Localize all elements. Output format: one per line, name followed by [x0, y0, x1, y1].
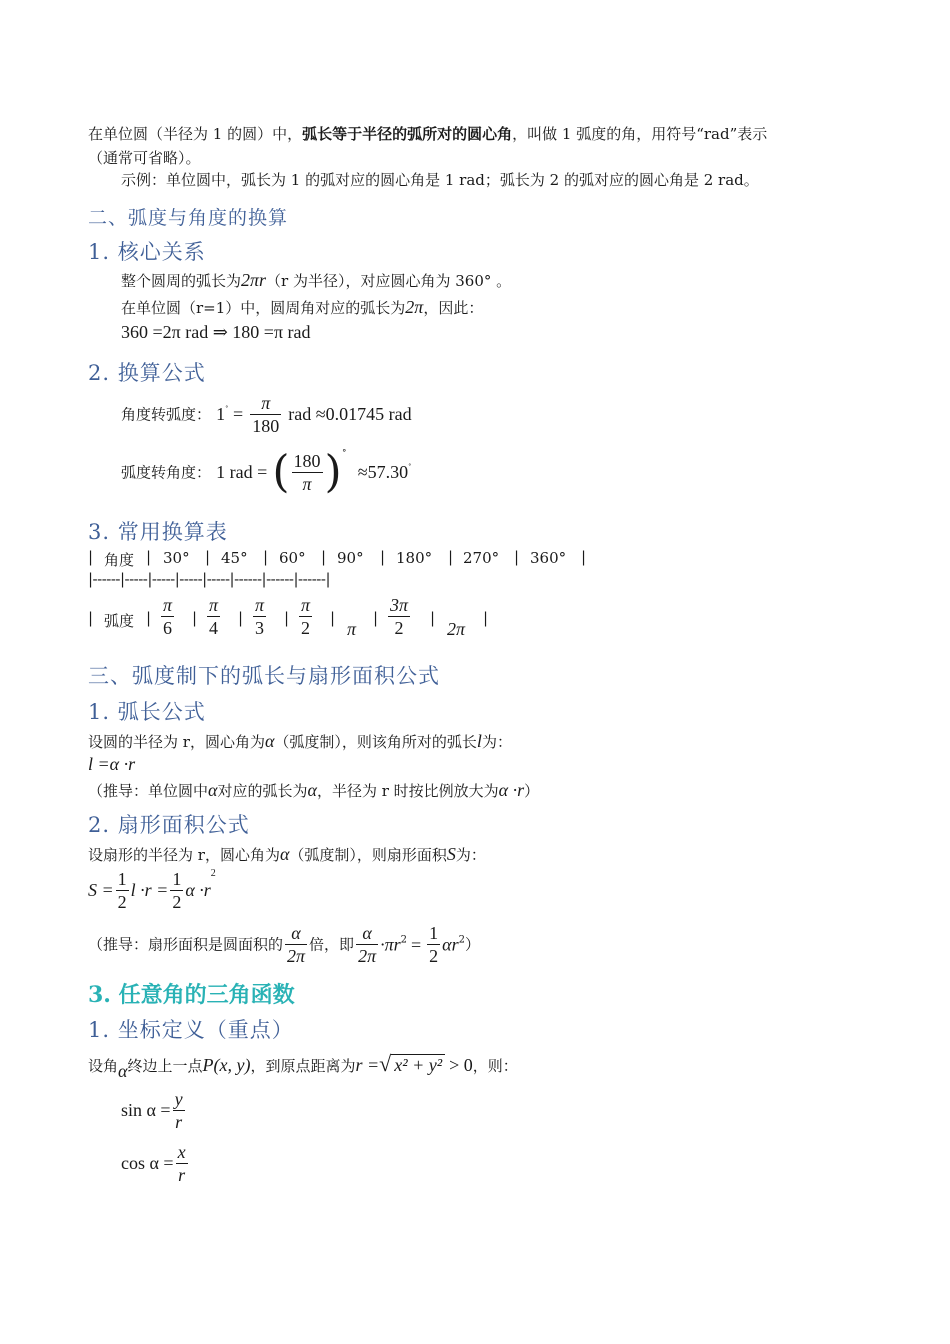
- fraction: [170, 868, 183, 913]
- fraction: [250, 392, 281, 437]
- arc-line-1: [88, 731, 512, 752]
- sqrt-sign: √: [379, 1051, 392, 1076]
- table-pipe: |: [205, 548, 211, 566]
- superscript-2: 2: [400, 934, 407, 946]
- fraction: [116, 868, 129, 913]
- text: （推导：扇形面积是圆面积的: [88, 935, 284, 954]
- text: ，半径为 r 时按比例放大为: [316, 782, 499, 800]
- coord-line: [88, 1051, 518, 1081]
- math-text: αr: [442, 934, 459, 955]
- numerator: α: [291, 923, 301, 943]
- denominator: 4: [207, 616, 220, 639]
- intro-line-2: （通常可省略）。: [88, 149, 201, 167]
- table-cell-fraction: [388, 594, 410, 639]
- table-cell: 270°: [463, 549, 500, 567]
- text: 为：: [455, 846, 486, 864]
- denominator: 2π: [287, 946, 306, 966]
- denominator: 180: [252, 416, 280, 436]
- subsection-heading: 2. 换算公式: [88, 361, 206, 385]
- denominator: π: [292, 472, 323, 495]
- table-cell-fraction: [299, 594, 312, 639]
- table-pipe: |: [321, 548, 327, 566]
- intro-line-1: [88, 124, 767, 144]
- table-pipe: |: [380, 548, 386, 566]
- math-text: cos α =: [121, 1153, 174, 1173]
- table-cell-value: 2π: [447, 619, 466, 639]
- fraction: [285, 922, 307, 967]
- denominator: 2π: [358, 946, 377, 966]
- math-text: =: [411, 934, 422, 955]
- text: 在单位圆（r=1）中，圆周角对应的弧长为: [121, 299, 406, 317]
- text: 设扇形的半径为 r，圆心角为: [88, 846, 280, 864]
- table-cell: 90°: [337, 549, 364, 567]
- math-text: l ·r =: [130, 880, 169, 900]
- numerator: 1: [429, 923, 439, 943]
- numerator: y: [174, 1089, 183, 1109]
- right-paren: ): [324, 446, 342, 498]
- subsection-heading: 1. 坐标定义（重点）: [88, 1018, 294, 1042]
- subsection-heading: 1. 核心关系: [88, 240, 206, 264]
- math-text: ·πr: [380, 934, 401, 955]
- text: ，到原点距离为: [250, 1057, 356, 1075]
- table-pipe: |: [88, 609, 94, 627]
- table-pipe: |: [284, 609, 290, 627]
- cos-formula: [121, 1141, 190, 1186]
- math-text: S =: [88, 880, 114, 900]
- table-cell: 角度: [104, 551, 135, 569]
- fraction: [356, 922, 378, 967]
- math-text: α ·r: [185, 880, 211, 900]
- math-rhs: [358, 462, 412, 482]
- section-heading: 二、弧度与角度的换算: [88, 207, 289, 229]
- subsection-heading: 3. 常用换算表: [88, 520, 228, 544]
- math-inline: α: [208, 780, 218, 800]
- math-lhs: [216, 404, 243, 424]
- text: 为：: [481, 733, 512, 751]
- fraction: [292, 450, 323, 495]
- table-cell: 30°: [163, 549, 190, 567]
- numerator: 1: [172, 869, 182, 889]
- math-inline: r =: [355, 1055, 380, 1075]
- text: （r 为半径），对应圆心角为 360° 。: [266, 272, 512, 290]
- math-text: 1 rad =: [216, 462, 268, 482]
- denominator: 2: [172, 892, 182, 912]
- numerator: x: [177, 1142, 186, 1162]
- sector-line-1: [88, 844, 486, 865]
- math-inline: α: [118, 1061, 128, 1081]
- math-text: ≈57.30: [357, 462, 409, 482]
- table-pipe: |: [238, 609, 244, 627]
- deg-to-rad-formula: [121, 392, 412, 437]
- degree-mark: ˚: [225, 405, 229, 416]
- numerator: π: [301, 595, 311, 615]
- denominator: 2: [429, 946, 439, 966]
- math-inline: 2πr: [241, 270, 267, 290]
- text: 倍，即: [309, 935, 355, 954]
- numerator: π: [261, 393, 271, 413]
- table-cell-value: π: [347, 619, 357, 639]
- numerator: π: [255, 595, 265, 615]
- subsection-heading: 1. 弧长公式: [88, 700, 206, 724]
- arc-formula: l =α ·r: [88, 754, 136, 774]
- denominator: r: [176, 1163, 188, 1186]
- formula-label: 角度转弧度：: [121, 405, 212, 424]
- fraction: [176, 1141, 188, 1186]
- table-pipe: |: [88, 548, 94, 566]
- table-cell: 45°: [221, 549, 248, 567]
- table-pipe: |: [146, 548, 152, 566]
- table-pipe: |: [146, 609, 152, 627]
- sector-note: [88, 922, 480, 967]
- text: 终边上一点: [127, 1057, 203, 1075]
- table-cell-fraction: [161, 594, 174, 639]
- arc-note: [88, 780, 539, 801]
- math-text: 1: [216, 404, 226, 424]
- denominator: 3: [253, 616, 266, 639]
- table-pipe: |: [430, 609, 436, 627]
- superscript-2: 2: [458, 934, 465, 946]
- text: （推导：单位圆中: [88, 782, 209, 800]
- numerator: 180: [293, 451, 321, 471]
- table-cell-fraction: [207, 594, 220, 639]
- math-inline: α: [307, 780, 317, 800]
- math-inline: x² + y²: [391, 1054, 445, 1075]
- text: 整个圆周的弧长为: [121, 272, 242, 290]
- math-text: =: [232, 404, 244, 424]
- math-inline: α: [279, 844, 290, 864]
- table-cell: 60°: [279, 549, 306, 567]
- text: ）: [524, 782, 540, 800]
- denominator: 2: [117, 892, 127, 912]
- math-inline: α ·r: [498, 780, 525, 800]
- text: 对应的弧长为: [217, 782, 308, 800]
- math-text: sin α =: [121, 1100, 171, 1120]
- sin-formula: [121, 1088, 187, 1133]
- table-pipe: |: [263, 548, 269, 566]
- text: 设角: [88, 1057, 119, 1075]
- fraction: [427, 922, 440, 967]
- fraction: [173, 1088, 185, 1133]
- denominator: 2: [299, 616, 312, 639]
- math-inline: > 0: [449, 1055, 473, 1075]
- subsection-heading: 2. 扇形面积公式: [88, 813, 250, 837]
- left-paren: (: [272, 446, 290, 498]
- math-inline: l: [476, 731, 482, 751]
- intro-example: 示例：单位圆中，弧长为 1 的弧对应的圆心角是 1 rad；弧长为 2 的弧对应的圆心角是 2 rad。: [121, 171, 759, 189]
- degree-mark: ˚: [408, 463, 412, 474]
- core-formula: 360 =2π rad ⇒ 180 =π rad: [121, 322, 311, 342]
- degree-mark: ˚: [341, 450, 347, 461]
- numerator: π: [209, 595, 219, 615]
- intro-bold-term: 弧长等于半径的弧所对的圆心角: [302, 125, 513, 143]
- table-pipe: |: [448, 548, 454, 566]
- math-inline: α: [264, 731, 275, 751]
- table-cell-fraction: [253, 594, 266, 639]
- table-row: [88, 548, 93, 566]
- table-pipe: |: [373, 609, 379, 627]
- table-cell: 180°: [396, 549, 433, 567]
- text: ，则：: [472, 1057, 518, 1075]
- rad-to-deg-formula: [121, 446, 412, 498]
- formula-label: 弧度转角度：: [121, 463, 212, 482]
- text: （弧度制），则该角所对的弧长: [274, 733, 477, 751]
- denominator: r: [173, 1110, 185, 1133]
- table-cell: 360°: [530, 549, 567, 567]
- main-heading: 3. 任意角的三角函数: [88, 982, 295, 1008]
- table-pipe: |: [581, 548, 587, 566]
- text: ，因此：: [423, 299, 484, 317]
- numerator: π: [163, 595, 173, 615]
- table-pipe: |: [330, 609, 336, 627]
- section-heading: 三、弧度制下的弧长与扇形面积公式: [88, 664, 440, 688]
- denominator: 2: [388, 616, 410, 639]
- table-separator: |------|-----|-----|-----|-----|------|------|------|: [88, 570, 330, 588]
- table-pipe: |: [483, 609, 489, 627]
- table-pipe: |: [192, 609, 198, 627]
- numerator: 3π: [390, 595, 409, 615]
- core-line-1: [121, 270, 511, 291]
- sector-formula: [88, 868, 216, 913]
- core-line-2: [121, 297, 483, 318]
- table-cell: 弧度: [104, 612, 135, 630]
- denominator: 6: [161, 616, 174, 639]
- intro-text: ，叫做 1 弧度的角，用符号“rad”表示: [512, 125, 768, 143]
- text: （弧度制），则扇形面积: [289, 846, 447, 864]
- table-pipe: |: [514, 548, 520, 566]
- intro-text: 在单位圆（半径为 1 的圆）中，: [88, 125, 303, 143]
- math-inline: 2π: [405, 297, 424, 317]
- math-inline: S: [446, 844, 456, 864]
- math-inline: P(x, y): [202, 1055, 251, 1075]
- math-text: rad ≈0.01745 rad: [288, 404, 412, 424]
- text: ）: [464, 935, 480, 954]
- numerator: α: [362, 923, 372, 943]
- superscript-2: 2: [210, 868, 216, 879]
- text: 设圆的半径为 r，圆心角为: [88, 733, 265, 751]
- numerator: 1: [117, 869, 127, 889]
